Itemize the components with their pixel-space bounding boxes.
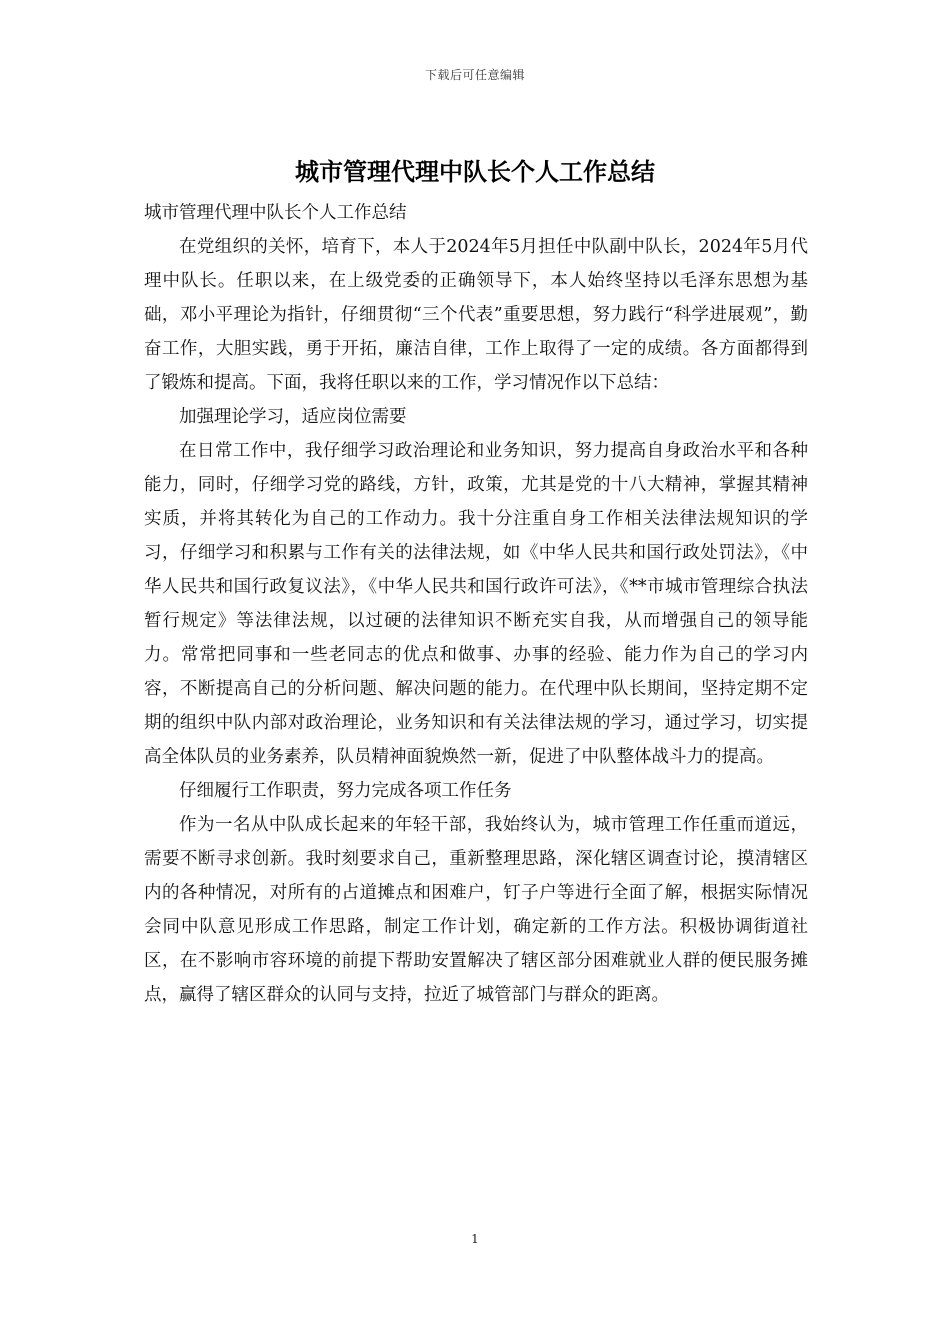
paragraph-theory: 在日常工作中，我仔细学习政治理论和业务知识，努力提高自身政治水平和各种能力，同时，仔细学习党的路线，方针，政策，尤其是党的十八大精神，掌握其精神实质，并将其转化为自己的工作动力。我十分注重自身工作相关法律法规知识的学习，仔细学习和积累与工作有关的法律法规，如《中华人民共和国行政处罚法》，《中华人民共和国行政复议法》，《中华人民共和国行政许可法》，《**市城市管理综合执法暂行规定》等法律法规，以过硬的法律知识不断充实自我，从而增强自己的领导能力。常常把同事和一些老同志的优点和做事、办事的经验、能力作为自己的学习内容，不断提高自己的分析问题、解决问题的能力。在代理中队长期间，坚持定期不定期的组织中队内部对政治理论，业务知识和有关法律法规的学习，通过学习，切实提高全体队员的业务素养，队员精神面貌焕然一新，促进了中队整体战斗力的提高。	[144, 441, 808, 767]
section-heading-duties: 仔细履行工作职责，努力完成各项工作任务	[179, 781, 512, 801]
paragraph-duties: 作为一名从中队成长起来的年轻干部，我始终认为，城市管理工作任重而道远，需要不断寻求创新。我时刻要求自己，重新整理思路，深化辖区调查讨论，摸清辖区内的各种情况，对所有的占道摊点和困难户，钉子户等进行全面了解，根据实际情况会同中队意见形成工作思路，制定工作计划，确定新的工作方法。积极协调街道社区，在不影响市容环境的前提下帮助安置解决了辖区部分困难就业人群的便民服务摊点，赢得了辖区群众的认同与支持，拉近了城管部门与群众的距离。	[144, 815, 808, 1005]
document-body	[144, 196, 808, 1012]
page-number: 1	[471, 1232, 479, 1246]
header-note: 下载后可任意编辑	[424, 68, 525, 82]
section-heading-theory: 加强理论学习，适应岗位需要	[179, 407, 407, 427]
document-title: 城市管理代理中队长个人工作总结	[295, 157, 655, 186]
paragraph-subtitle: 城市管理代理中队长个人工作总结	[144, 203, 407, 223]
paragraph-intro: 在党组织的关怀，培育下，本人于2024年5月担任中队副中队长，2024年5月代理中队长。任职以来，在上级党委的正确领导下，本人始终坚持以毛泽东思想为基础，邓小平理论为指针，仔细贯彻“三个代表”重要思想，努力践行“科学进展观”，勤奋工作，大胆实践，勇于开拓，廉洁自律，工作上取得了一定的成绩。各方面都得到了锻炼和提高。下面，我将任职以来的工作，学习情况作以下总结：	[144, 237, 808, 393]
